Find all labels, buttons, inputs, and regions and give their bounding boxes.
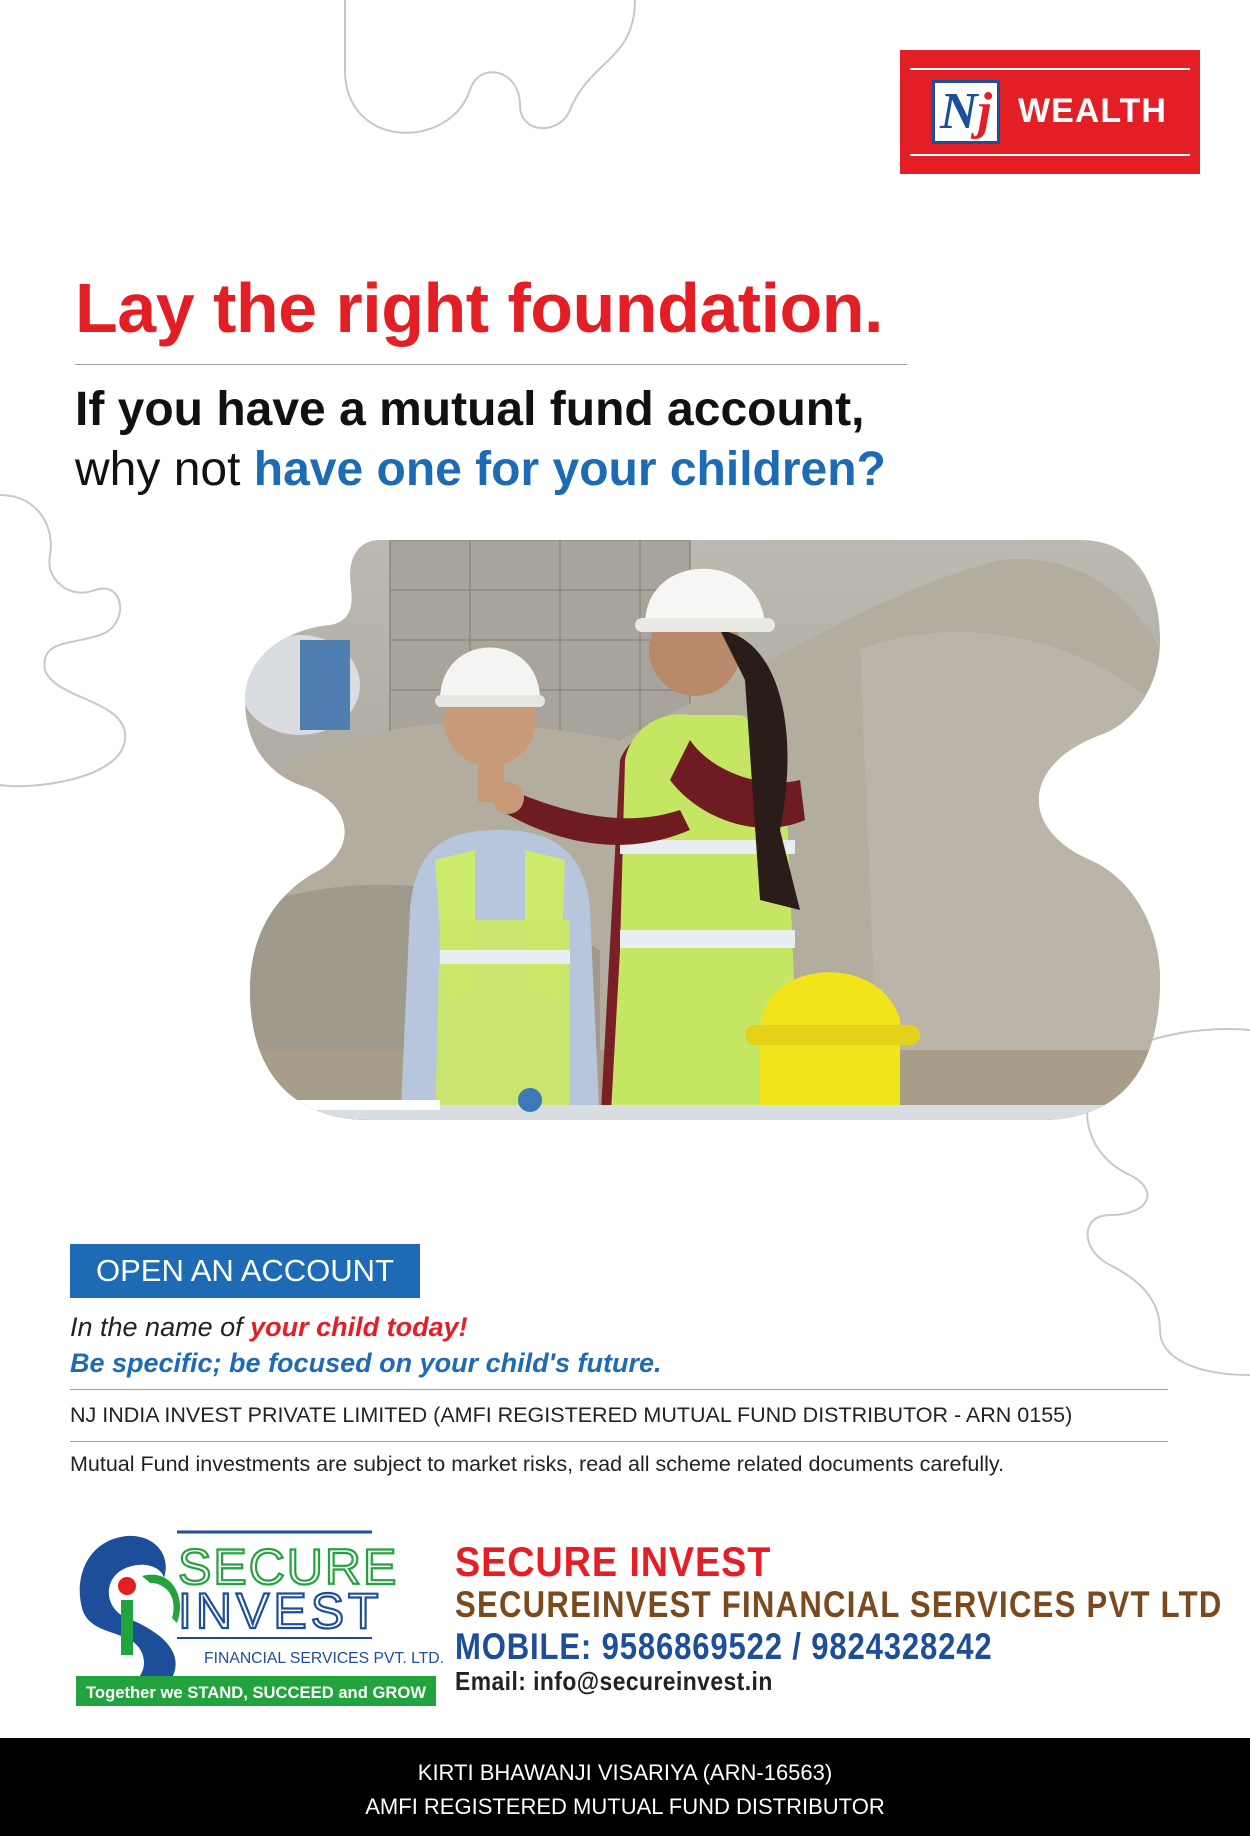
nj-logo-mark: Nj — [932, 80, 1000, 144]
cta-line1-highlight: your child today! — [250, 1312, 468, 1342]
distributor-disclaimer: NJ INDIA INVEST PRIVATE LIMITED (AMFI REGISTERED MUTUAL FUND DISTRIBUTOR - ARN 0155) — [70, 1403, 1073, 1427]
si-logo-subtitle: FINANCIAL SERVICES PVT. LTD. — [204, 1650, 444, 1667]
disclaimer-divider-top — [70, 1389, 1168, 1390]
logo-wealth-text: WEALTH — [1018, 92, 1167, 130]
risk-disclaimer: Mutual Fund investments are subject to market risks, read all scheme related documents carefully. — [70, 1452, 1005, 1476]
cta-line1 — [70, 1312, 468, 1343]
cta-line1-plain: In the name of — [70, 1312, 251, 1342]
cta-line2: Be specific; be focused on your child's future. — [70, 1348, 662, 1378]
partner-name: SECURE INVEST — [455, 1538, 772, 1585]
si-logo-secure: SECURE — [178, 1539, 399, 1595]
partner-company: SECUREINVEST FINANCIAL SERVICES PVT LTD — [455, 1584, 1223, 1625]
partner-email[interactable]: Email: info@secureinvest.in — [455, 1666, 773, 1696]
subheadline-line2 — [75, 442, 886, 497]
headline: Lay the right foundation. — [75, 269, 883, 347]
footer-line1: KIRTI BHAWANJI VISARIYA (ARN-16563) — [417, 1760, 833, 1785]
open-account-button[interactable]: OPEN AN ACCOUNT — [70, 1244, 420, 1298]
si-logo-tagline: Together we STAND, SUCCEED and GROW — [86, 1683, 427, 1702]
footer — [0, 1738, 1250, 1836]
si-logo-invest: INVEST — [178, 1583, 383, 1639]
headline-divider — [75, 364, 907, 365]
subheadline-line1: If you have a mutual fund account, — [75, 383, 865, 436]
subheadline-plain: why not — [75, 443, 254, 496]
subheadline-highlight: have one for your children? — [253, 443, 886, 496]
footer-line2: AMFI REGISTERED MUTUAL FUND DISTRIBUTOR — [365, 1794, 885, 1819]
partner-mobile[interactable]: MOBILE: 9586869522 / 9824328242 — [455, 1626, 993, 1667]
secure-invest-logo — [72, 1528, 447, 1710]
nj-wealth-logo — [900, 50, 1200, 174]
disclaimer-divider-bottom — [70, 1441, 1168, 1442]
hero-photo — [240, 530, 1160, 1130]
